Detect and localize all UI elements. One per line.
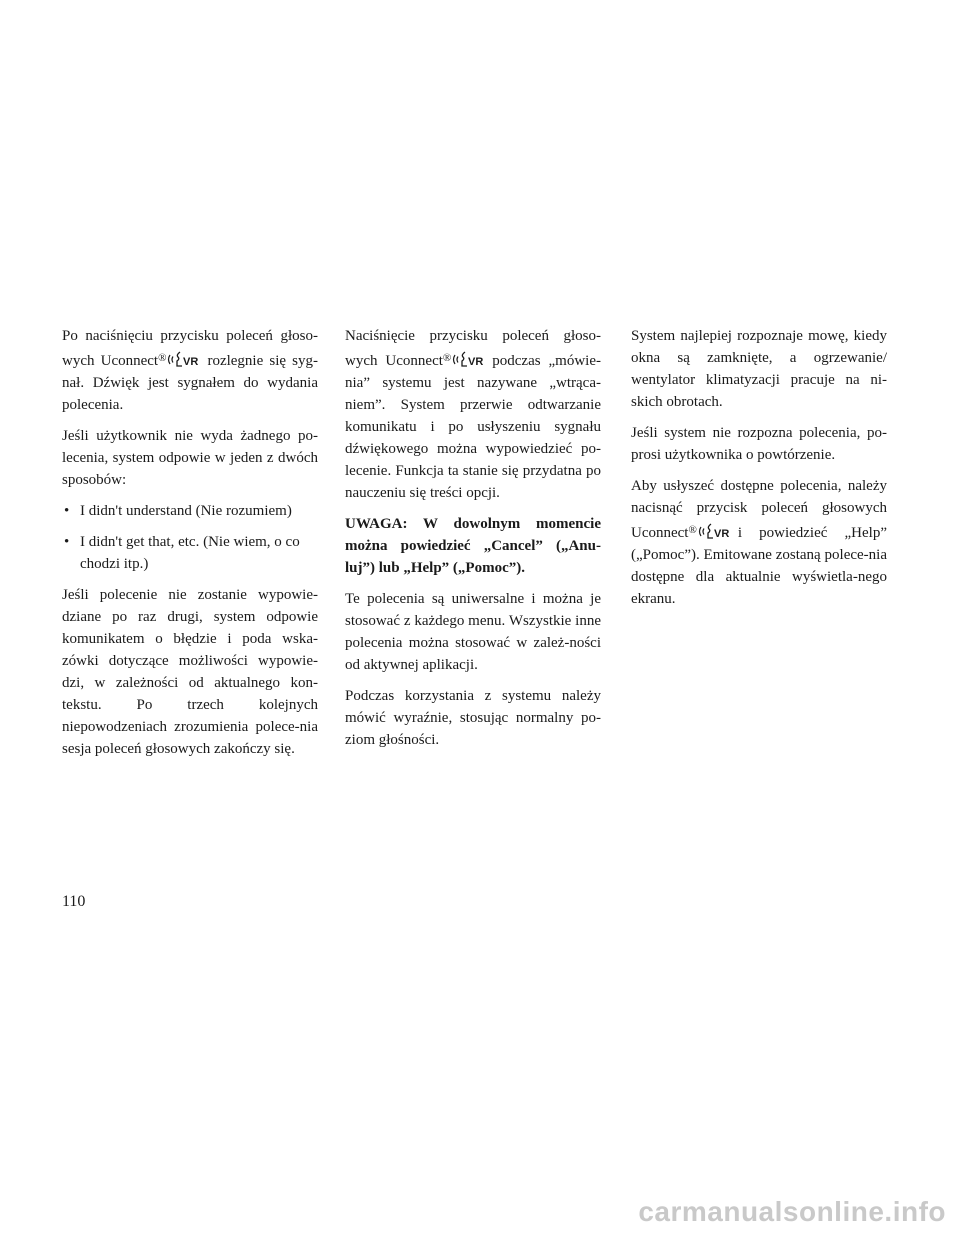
svg-text:VR: VR (713, 528, 730, 540)
paragraph-repeat-failure: Jeśli polecenie nie zostanie wypowie-dziane po raz drugi, system odpowie komunikatem o błędzie i poda wska-zówki dotyczące możliwości wypowie-dzi, w zależności od aktualnego kon-tekstu. Po trzech kolejnych niepowodzeniach zrozumienia polece-nia sesja poleceń głosowych zakończy się. (62, 587, 318, 757)
registered-mark: ® (158, 352, 167, 364)
paragraph-speak-clearly: Podczas korzystania z systemu należy mówić wyraźnie, stosując normalny po-ziom głośności. (345, 688, 601, 748)
list-item (62, 500, 318, 522)
note-cancel-help: UWAGA: W dowolnym momencie można powiedzieć „Cancel” („Anu-luj”) lub „Help” („Pomoc”). (345, 516, 601, 576)
list-item-text: I didn't understand (Nie rozumiem) (80, 503, 292, 519)
paragraph-text: i powiedzieć „Help” („Pomoc”). Emitowane zostaną polece-nia dostępne dla aktualnie wyświetla-nego ekranu. (631, 525, 887, 607)
paragraph-text: Po naciśnięciu przycisku poleceń głoso-wych Uconnect (62, 328, 318, 369)
paragraph-best-recognition: System najlepiej rozpoznaje mowę, kiedy okna są zamknięte, a ogrzewanie/ wentylator klimatyzacji pracuje na ni-skich obrotach. (631, 328, 887, 410)
bullet-marker: • (64, 534, 70, 550)
voice-recognition-icon (167, 351, 205, 368)
registered-mark: ® (688, 524, 697, 536)
text-column-1 (62, 325, 318, 769)
paragraph-text: rozlegnie się syg-nał. Dźwięk jest sygnałem do wydania polecenia. (62, 353, 318, 413)
paragraph-universal-commands: Te polecenia są uniwersalne i można je stosować z każdego menu. Wszystkie inne polecenia można stosować w zależ-ności od aktywnej aplikacji. (345, 591, 601, 673)
text-column-3 (631, 325, 887, 619)
voice-recognition-icon (452, 351, 490, 368)
voice-recognition-icon (698, 523, 736, 540)
list-item-text: I didn't get that, etc. (Nie wiem, o co chodzi itp.) (80, 534, 300, 572)
paragraph-not-recognized: Jeśli system nie rozpozna polecenia, po-prosi użytkownika o powtórzenie. (631, 425, 887, 463)
paragraph-voice-button-press (62, 325, 318, 416)
registered-mark: ® (442, 352, 452, 364)
paragraph-help-command (631, 475, 887, 610)
paragraph-text: podczas „mówie-nia” systemu jest nazywane „wtrąca-niem”. System przerwie odtwarzanie komunikatu i po usłyszeniu sygnału dźwiękowego można wypowiedzieć po-lecenie. Funkcja ta stanie się przydatna po nauczeniu się treści opcji. (345, 353, 601, 501)
response-list (62, 500, 318, 575)
svg-text:VR: VR (183, 356, 199, 368)
bullet-marker: • (64, 503, 70, 519)
svg-text:VR: VR (468, 356, 484, 368)
paragraph-text: Naciśnięcie przycisku poleceń głoso-wych Uconnect (345, 328, 601, 369)
paragraph-no-command: Jeśli użytkownik nie wyda żadnego po-lecenia, system odpowie w jeden z dwóch sposobów: (62, 428, 318, 488)
paragraph-barge-in (345, 325, 601, 504)
paragraph-text: Aby usłyszeć dostępne polecenia, należy nacisnąć przycisk poleceń głosowych Uconnect (631, 478, 887, 541)
watermark: carmanualsonline.info (638, 1196, 946, 1227)
text-column-2 (345, 325, 601, 760)
list-item (62, 531, 318, 575)
page-number: 110 (62, 893, 86, 910)
